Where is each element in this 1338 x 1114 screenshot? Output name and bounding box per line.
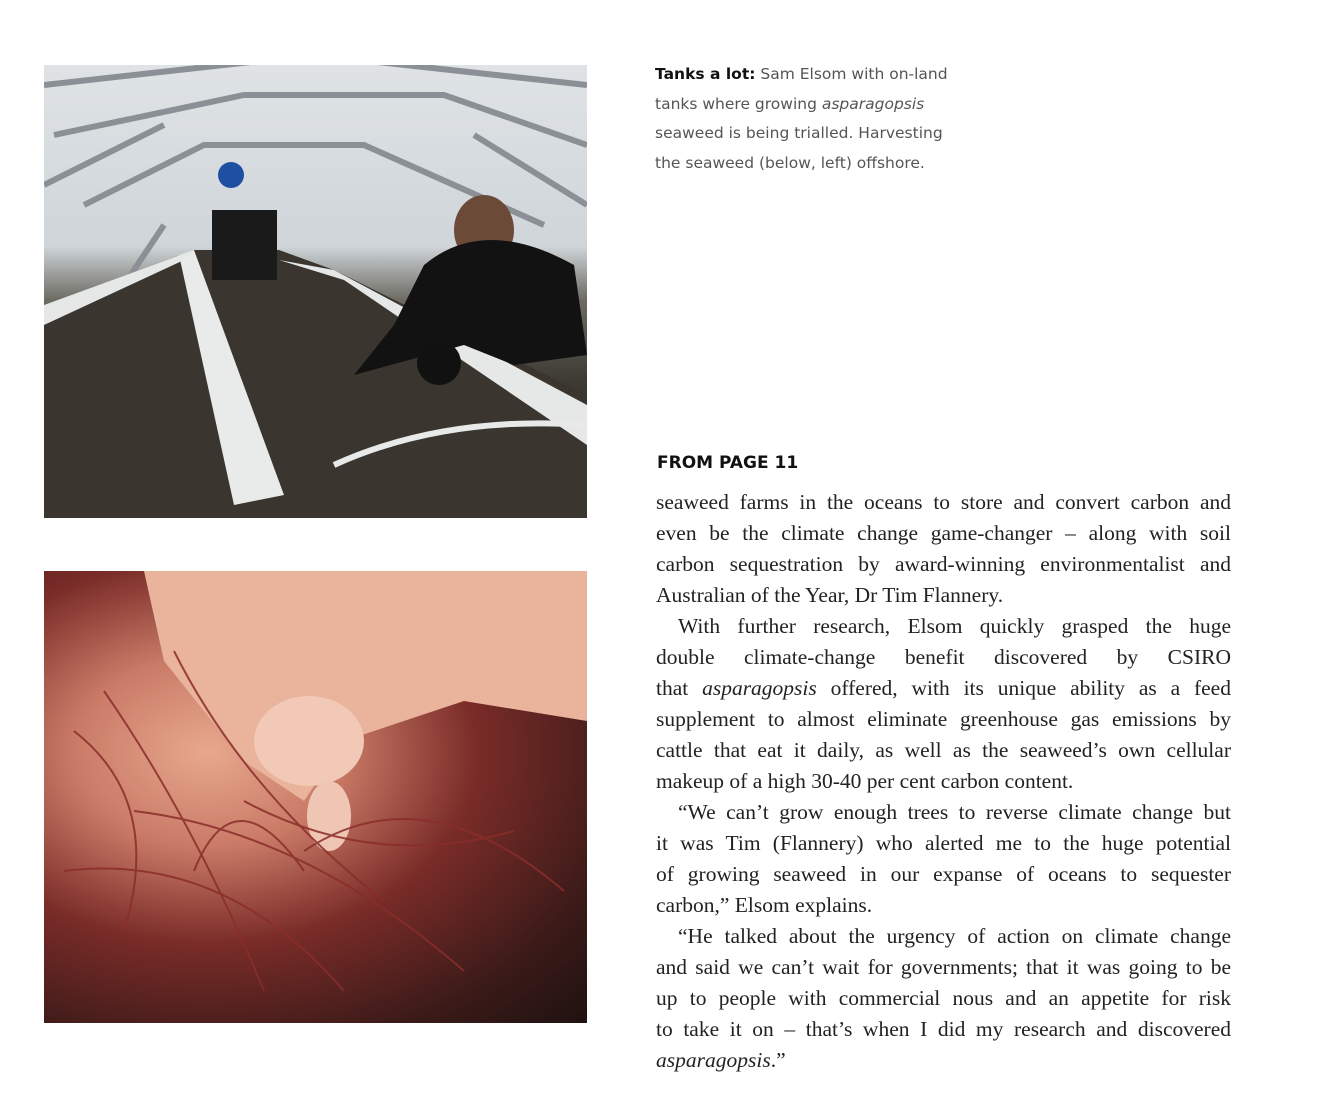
text-line: [656, 673, 1231, 704]
article-paragraph: [656, 487, 1231, 611]
caption-title: Tanks a lot:: [655, 65, 756, 83]
article-body: [656, 487, 1231, 1076]
text-line: [656, 983, 1231, 1014]
text-segment: of growing seaweed in our expanse of oceans to sequester: [656, 862, 1231, 886]
text-line: [656, 611, 1231, 642]
text-segment: seaweed farms in the oceans to store and convert carbon and: [656, 490, 1231, 514]
text-segment: carbon sequestration by award-winning environmentalist and: [656, 552, 1231, 576]
text-segment: up to people with commercial nous and an appetite for risk: [656, 986, 1231, 1010]
text-line: [656, 828, 1231, 859]
photo-caption: [655, 60, 955, 178]
text-segment: Australian of the Year, Dr Tim Flannery.: [656, 583, 1004, 607]
caption-text-end: seaweed is being trialled. Harvesting the seaweed (below, left) offshore.: [655, 124, 943, 172]
text-segment: carbon,” Elsom explains.: [656, 893, 873, 917]
text-line: [656, 766, 1231, 797]
text-segment: With further research, Elsom quickly grasped the huge: [678, 614, 1231, 638]
text-line: [656, 487, 1231, 518]
text-line: [656, 549, 1231, 580]
continued-from-label: FROM PAGE 11: [657, 453, 799, 473]
text-line: [656, 580, 1231, 611]
text-segment: “He talked about the urgency of action on climate change: [678, 924, 1231, 948]
text-line: [656, 735, 1231, 766]
text-segment: even be the climate change game-changer – along with soil: [656, 521, 1231, 545]
text-line: [656, 921, 1231, 952]
text-line: [656, 1045, 1231, 1076]
article-paragraph: [656, 611, 1231, 797]
article-paragraph: [656, 921, 1231, 1076]
caption-species: asparagopsis: [821, 94, 925, 113]
text-line: [656, 797, 1231, 828]
photo-seaweed-in-hand: [44, 571, 587, 1023]
text-segment: double climate-change benefit discovered by CSIRO: [656, 645, 1231, 669]
text-segment: offered, with its unique ability as a feed: [816, 676, 1231, 700]
text-line: [656, 642, 1231, 673]
caption-text: Sam Elsom with on-land tanks where growing: [655, 65, 948, 113]
greenhouse-illustration: [44, 65, 587, 518]
italic-term: asparagopsis: [702, 676, 817, 700]
text-segment: cattle that eat it daily, as well as the seaweed’s own cellular: [656, 738, 1231, 762]
text-segment: it was Tim (Flannery) who alerted me to the huge potential: [656, 831, 1231, 855]
text-line: [656, 704, 1231, 735]
text-line: [656, 1014, 1231, 1045]
italic-term: asparagopsis: [656, 1048, 771, 1072]
text-segment: supplement to almost eliminate greenhouse gas emissions by: [656, 707, 1231, 731]
text-segment: “We can’t grow enough trees to reverse climate change but: [678, 800, 1231, 824]
text-line: [656, 859, 1231, 890]
text-line: [656, 890, 1231, 921]
text-line: [656, 518, 1231, 549]
text-segment: that: [656, 676, 703, 700]
text-line: [656, 952, 1231, 983]
text-segment: .”: [770, 1048, 786, 1072]
seaweed-illustration: [44, 571, 587, 1023]
article-paragraph: [656, 797, 1231, 921]
photo-tanks-greenhouse: [44, 65, 587, 518]
text-segment: makeup of a high 30-40 per cent carbon content.: [656, 769, 1074, 793]
text-segment: to take it on – that’s when I did my research and discovered: [656, 1017, 1231, 1041]
text-segment: and said we can’t wait for governments; that it was going to be: [656, 955, 1231, 979]
